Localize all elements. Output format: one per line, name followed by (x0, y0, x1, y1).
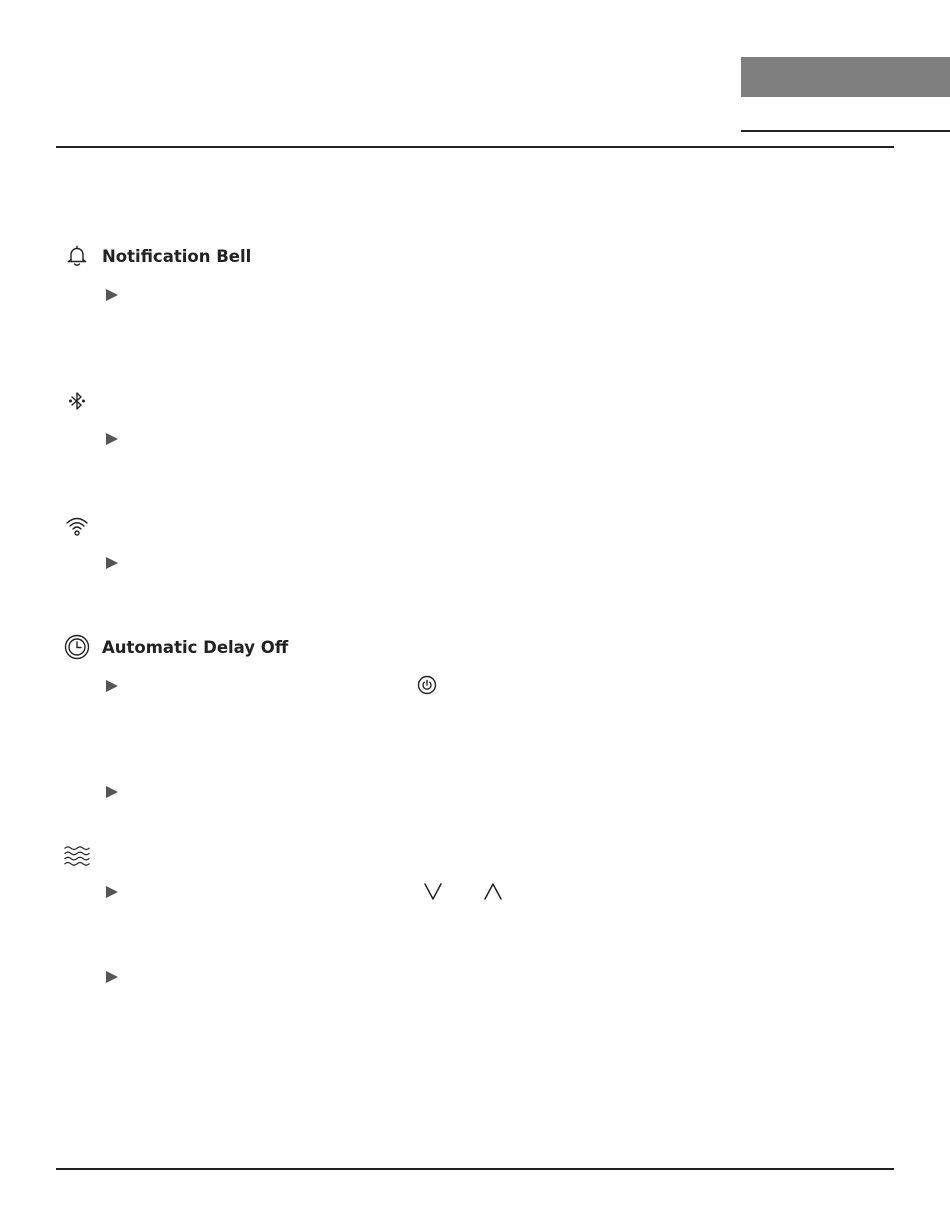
section-bluetooth (64, 388, 90, 414)
bluetooth-icon (64, 388, 90, 414)
section-title: Automatic Delay Off (102, 637, 289, 657)
chevron-down-icon (422, 881, 444, 903)
bell-icon (64, 243, 90, 269)
bullet-arrow-icon (105, 432, 119, 446)
bullet-arrow-icon (105, 556, 119, 570)
bottom-rule (56, 1168, 894, 1170)
header-tab-block (741, 57, 950, 97)
header-tab-underline (741, 130, 950, 132)
airflow-icon (64, 843, 90, 869)
section-title: Notification Bell (102, 246, 252, 266)
bullet-arrow-icon (105, 679, 119, 693)
power-icon (416, 674, 438, 696)
chevron-up-icon (482, 881, 504, 903)
section-airflow (64, 843, 90, 869)
bullet-arrow-icon (105, 885, 119, 899)
section-wifi (64, 513, 90, 539)
wifi-icon (64, 513, 90, 539)
top-rule (56, 146, 894, 148)
section-notification-bell (64, 243, 251, 269)
clock-icon (64, 634, 90, 660)
bullet-arrow-icon (105, 970, 119, 984)
bullet-arrow-icon (105, 288, 119, 302)
section-automatic-delay-off (64, 634, 288, 660)
bullet-arrow-icon (105, 785, 119, 799)
